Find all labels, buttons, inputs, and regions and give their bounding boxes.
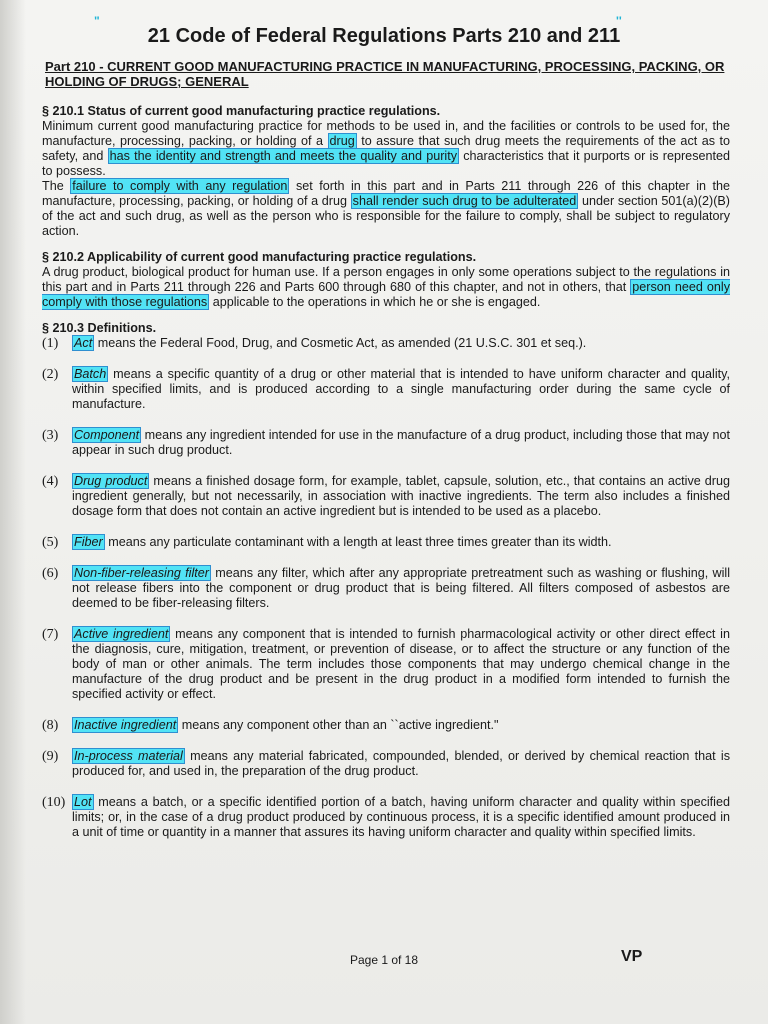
text: means a specific quantity of a drug or other material that is intended to have uniform character and quality, within specified limits, and is produced according to a single manufacturing order during the same cycle of manufacture. <box>72 367 730 411</box>
document-title: 21 Code of Federal Regulations Parts 210 and 211 <box>147 25 621 47</box>
text: set forth in this part and in Parts 211 through 226 of this chapter in the manufacture, processing, packing, or holding of a drug <box>42 179 731 208</box>
definition-text <box>72 535 730 550</box>
definition-item <box>42 367 730 412</box>
text: under section 501(a)(2)(B) of the act and such drug, as well as the person who is responsible for the failure to comply, shall be subject to regulatory action. <box>42 194 730 238</box>
text: means any particulate contaminant with a length at least three times greater than its width. <box>104 535 612 549</box>
text: Minimum current good manufacturing practice for methods to be used in, and the facilities or controls to be used for, the manufacture, processing, packing, or holding of a <box>42 119 730 148</box>
definition-number: (9) <box>42 749 59 764</box>
section-210-2 <box>42 250 730 310</box>
definition-number: (10) <box>42 795 66 810</box>
text: means any filter, which after any appropriate pretreatment such as washing or flushing, will not release fibers into the component or drug product that is being filtered. All filters composed of asbestos are deemed to be fiber-releasing filters. <box>72 566 730 610</box>
highlighted-text: failure to comply with any regulation <box>72 179 288 193</box>
definition-text <box>72 336 730 351</box>
section-210-1 <box>42 104 730 239</box>
section-title: § 210.2 Applicability of current good manufacturing practice regulations. <box>42 250 477 264</box>
paragraph <box>42 119 730 179</box>
definition-text <box>72 428 730 458</box>
section-210-3 <box>42 321 730 840</box>
highlighted-term: Component <box>74 428 140 442</box>
paragraph <box>42 265 730 310</box>
definition-number: (7) <box>42 627 59 642</box>
definition-item <box>42 336 730 351</box>
definition-number: (8) <box>42 718 59 733</box>
highlighted-term: Lot <box>74 795 92 809</box>
definition-item <box>42 474 730 519</box>
highlighted-term: Inactive ingredient <box>74 718 177 732</box>
text: means a finished dosage form, for example, tablet, capsule, solution, etc., that contains an active drug ingredient generally, but not necessarily, in association with inactive ingredients. The term also includes a finished dosage form that does not contain an active ingredient but is intended to be used as a placebo. <box>72 474 730 518</box>
highlighted-text: shall render such drug to be adulterated <box>352 194 577 208</box>
section-title: § 210.1 Status of current good manufacturing practice regulations. <box>42 104 441 118</box>
text: A drug product, biological product for human use. If a person engages in only some operations subject to the regulations in this part and in Parts 211 through 226 and Parts 600 through 680 of this chapter, and not in others, that <box>42 265 730 294</box>
document-body <box>42 104 730 856</box>
definition-item <box>42 749 730 779</box>
highlighted-term: In-process material <box>74 749 183 763</box>
definition-number: (5) <box>42 535 59 550</box>
highlighted-term: Act <box>74 336 93 350</box>
highlighter-mark: '' <box>616 14 622 28</box>
definition-item <box>42 627 730 702</box>
definitions-list <box>42 336 730 840</box>
text: means any component that is intended to furnish pharmacological activity or other direct effect in the diagnosis, cure, mitigation, treatment, or prevention of disease, or to affect the structure or any function of the body of man or other animals. The term includes those components that may undergo chemical change in the manufacture of the drug product and be present in the drug product in a modified form intended to furnish the specified activity or effect. <box>72 627 730 701</box>
section-title: § 210.3 Definitions. <box>42 321 157 335</box>
highlighted-term: Drug product <box>74 474 148 488</box>
part-heading: Part 210 - CURRENT GOOD MANUFACTURING PRACTICE IN MANUFACTURING, PROCESSING, PACKING, OR HOLDING OF DRUGS; GENERAL <box>45 59 725 89</box>
definition-text <box>72 566 730 611</box>
definition-item <box>42 566 730 611</box>
definition-number: (1) <box>42 336 59 351</box>
highlighted-text: drug <box>329 134 355 148</box>
highlighted-text: person need only comply with those regulations <box>42 280 731 309</box>
highlighted-term: Fiber <box>74 535 103 549</box>
text: The <box>42 179 71 193</box>
highlighted-term: Active ingredient <box>74 627 169 641</box>
definition-number: (2) <box>42 367 59 382</box>
text: applicable to the operations in which he or she is engaged. <box>209 295 541 309</box>
text: means the Federal Food, Drug, and Cosmetic Act, as amended (21 U.S.C. 301 et seq.). <box>94 336 587 350</box>
text: means any material fabricated, compounded, blended, or derived by chemical reaction that is produced for, and used in, the preparation of the drug product. <box>72 749 730 778</box>
text: means any component other than an ``active ingredient." <box>178 718 499 732</box>
text: means any ingredient intended for use in the manufacture of a drug product, including those that may not appear in such drug product. <box>72 428 730 457</box>
definition-item <box>42 795 730 840</box>
definition-item <box>42 535 730 550</box>
paragraph <box>42 179 730 239</box>
page-number: Page 1 of 18 <box>349 953 419 967</box>
definition-text <box>72 367 730 412</box>
definition-text <box>72 627 730 702</box>
definition-item <box>42 428 730 458</box>
definition-text <box>72 474 730 519</box>
definition-number: (6) <box>42 566 59 581</box>
definition-number: (3) <box>42 428 59 443</box>
definition-text <box>72 749 730 779</box>
highlighted-term: Non-fiber-releasing filter <box>74 566 209 580</box>
text: to assure that such drug meets the requirements of the act as to safety, and <box>42 134 730 163</box>
handwritten-initials: VP <box>621 948 643 965</box>
definition-text <box>72 795 730 840</box>
definition-number: (4) <box>42 474 59 489</box>
highlighted-term: Batch <box>74 367 107 381</box>
highlighter-mark: " <box>94 14 100 28</box>
text: characteristics that it purports or is represented to possess. <box>42 149 730 178</box>
definition-text <box>72 718 730 733</box>
definition-item <box>42 718 730 733</box>
highlighted-text: has the identity and strength and meets the quality and purity <box>109 149 458 163</box>
page-edge-shadow <box>0 0 26 1024</box>
text: means a batch, or a specific identified portion of a batch, having uniform character and quality within specified limits; or, in the case of a drug product produced by continuous process, it is a specific identified amount produced in a unit of time or quantity in a manner that assures its having uniform character and quality within specified limits. <box>72 795 730 839</box>
